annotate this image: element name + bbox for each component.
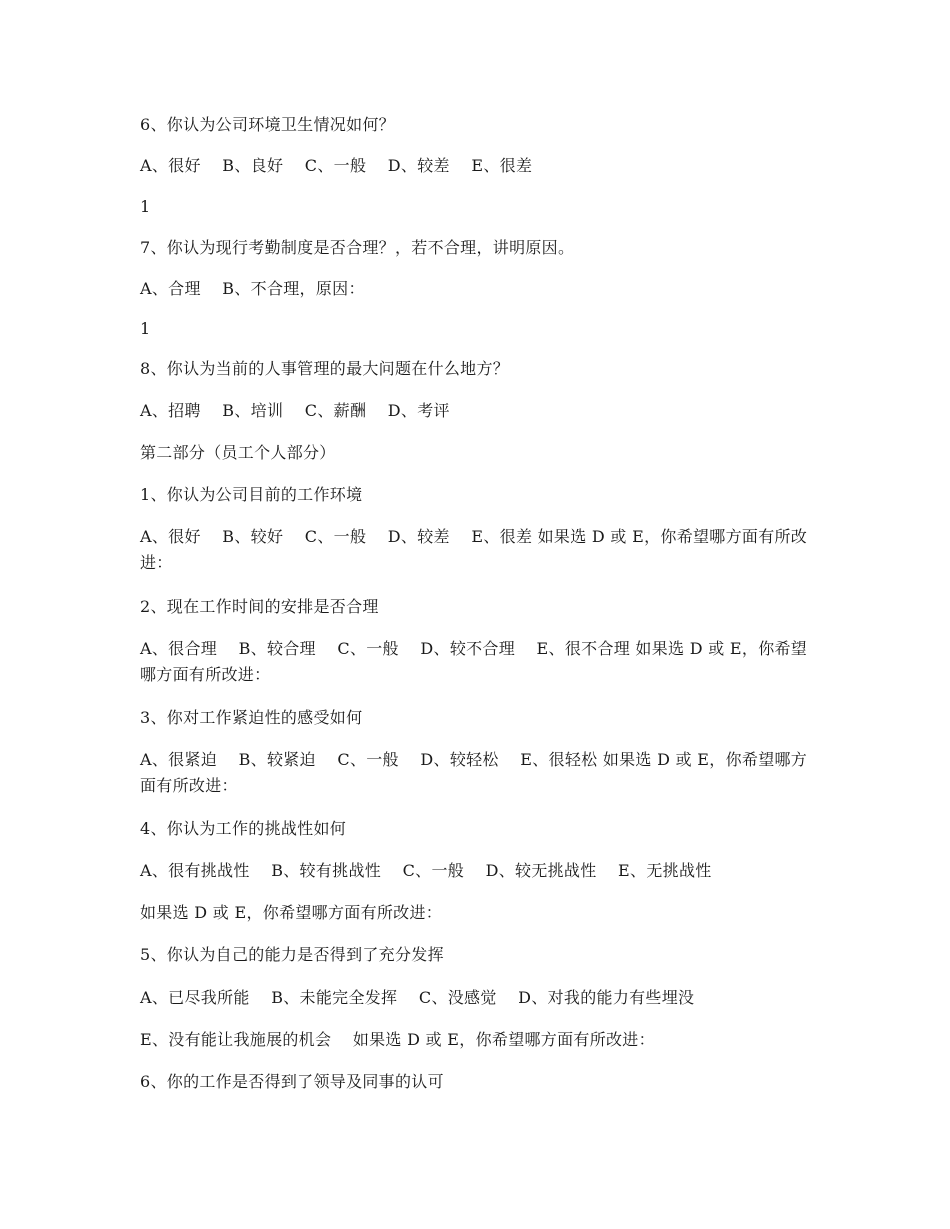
part2-question-5: 5、你认为自己的能力是否得到了充分发挥 (140, 945, 444, 964)
question-7-options: A、合理 B、不合理，原因： (140, 279, 365, 298)
part2-question-1-options: A、很好 B、较好 C、一般 D、较差 E、很差 如果选 D 或 E，你希望哪方面有所改进： (140, 527, 808, 572)
part2-question-5-options: A、已尽我所能 B、未能完全发挥 C、没感觉 D、对我的能力有些埋没 (140, 988, 695, 1007)
question-6-env-hygiene: 6、你认为公司环境卫生情况如何？ (140, 115, 395, 134)
part2-question-3: 3、你对工作紧迫性的感受如何 (140, 708, 363, 727)
part2-question-4-followup: 如果选 D 或 E，你希望哪方面有所改进： (140, 903, 443, 922)
page-number-stray: 1 (140, 197, 151, 216)
question-7-attendance: 7、你认为现行考勤制度是否合理？，若不合理，讲明原因。 (140, 238, 575, 257)
part2-question-4-options: A、很有挑战性 B、较有挑战性 C、一般 D、较无挑战性 E、无挑战性 (140, 861, 712, 880)
part2-question-1: 1、你认为公司目前的工作环境 (140, 485, 363, 504)
section-heading-part-two: 第二部分（员工个人部分） (140, 443, 336, 462)
page-number-stray: 1 (140, 319, 151, 338)
question-6-options: A、很好 B、良好 C、一般 D、较差 E、很差 (140, 156, 533, 175)
part2-question-5-options-cont: E、没有能让我施展的机会 如果选 D 或 E，你希望哪方面有所改进： (140, 1030, 655, 1049)
part2-question-6: 6、你的工作是否得到了领导及同事的认可 (140, 1072, 444, 1091)
part2-question-3-options: A、很紧迫 B、较紧迫 C、一般 D、较轻松 E、很轻松 如果选 D 或 E，你希望哪方面有所改进： (140, 750, 808, 795)
question-8-hr-issue: 8、你认为当前的人事管理的最大问题在什么地方？ (140, 359, 510, 378)
part2-question-2-options: A、很合理 B、较合理 C、一般 D、较不合理 E、很不合理 如果选 D 或 E，你希望哪方面有所改进： (140, 639, 808, 684)
question-8-options: A、招聘 B、培训 C、薪酬 D、考评 (140, 401, 450, 420)
part2-question-2: 2、现在工作时间的安排是否合理 (140, 597, 379, 616)
part2-question-4: 4、你认为工作的挑战性如何 (140, 819, 347, 838)
